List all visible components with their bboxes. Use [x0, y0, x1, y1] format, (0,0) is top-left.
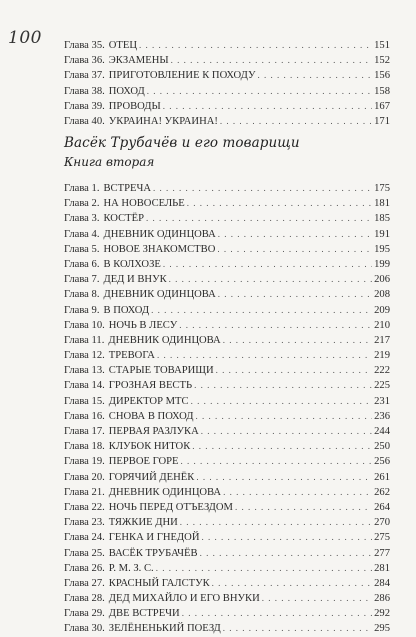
chapter-page: 171 [374, 115, 390, 127]
chapter-page: 270 [374, 517, 390, 529]
chapter-title: ДЕД И ВНУК [103, 274, 167, 286]
dot-leader [194, 378, 372, 393]
chapter-number: Глава 6. [64, 258, 100, 270]
chapter-number: Глава 9. [64, 304, 100, 316]
chapter-page: 208 [374, 289, 390, 301]
chapter-title: ГРОЗНАЯ ВЕСТЬ [108, 380, 193, 392]
page-number: 100 [8, 28, 42, 48]
toc-entry [64, 363, 390, 378]
toc-entry [64, 485, 390, 500]
chapter-number: Глава 38. [64, 85, 105, 97]
toc-entry [64, 38, 390, 53]
chapter-number: Глава 8. [64, 289, 100, 301]
chapter-page: 167 [374, 100, 390, 112]
chapter-page: 244 [374, 426, 390, 437]
chapter-number: Глава 19. [64, 456, 105, 468]
toc-entry [64, 333, 390, 348]
chapter-title: В ПОХОД [103, 304, 150, 316]
chapter-number: Глава 36. [64, 55, 105, 67]
chapter-title: УКРАИНА! УКРАИНА! [108, 115, 218, 127]
chapter-page: 158 [374, 85, 390, 97]
chapter-number: Глава 5. [64, 243, 100, 255]
chapter-title: ПЕРВАЯ РАЗЛУКА [108, 426, 199, 437]
chapter-title: ЭКЗАМЕНЫ [108, 55, 169, 67]
dot-leader [192, 439, 372, 454]
dot-leader [169, 272, 372, 287]
toc-entry [64, 272, 390, 287]
chapter-page: 219 [374, 350, 390, 362]
chapter-number: Глава 35. [64, 40, 105, 51]
chapter-number: Глава 1. [64, 183, 100, 194]
toc-entry [64, 348, 390, 363]
chapter-page: 152 [374, 55, 390, 67]
chapter-page: 286 [374, 593, 390, 605]
chapter-page: 210 [374, 319, 390, 331]
dot-leader [200, 546, 373, 561]
section-subtitle: Книга вторая [64, 155, 155, 169]
chapter-title: ЗЕЛЁНЕНЬКИЙ ПОЕЗД [108, 623, 221, 635]
chapter-title: СТАРЫЕ ТОВАРИЩИ [108, 365, 214, 377]
chapter-page: 275 [374, 532, 390, 544]
chapter-number: Глава 17. [64, 426, 105, 437]
chapter-page: 281 [374, 562, 390, 574]
toc-entry [64, 257, 390, 272]
dot-leader [196, 409, 373, 424]
toc-entry [64, 500, 390, 515]
chapter-title: ТЯЖКИЕ ДНИ [108, 517, 178, 529]
toc-list-part1 [64, 38, 390, 129]
chapter-title: ДЕД МИХАЙЛО И ЕГО ВНУКИ [108, 593, 260, 605]
chapter-number: Глава 18. [64, 441, 105, 453]
dot-leader [216, 363, 373, 378]
chapter-page: 191 [374, 228, 390, 240]
dot-leader [217, 242, 372, 257]
chapter-number: Глава 16. [64, 410, 105, 422]
chapter-page: 256 [374, 456, 390, 468]
chapter-title: НА НОВОСЕЛЬЕ [103, 198, 185, 210]
chapter-title: ДНЕВНИК ОДИНЦОВА [108, 486, 222, 498]
chapter-title: ВСТРЕЧА [103, 183, 151, 194]
dot-leader [179, 318, 372, 333]
toc-entry [64, 424, 390, 439]
dot-leader [157, 348, 372, 363]
chapter-page: 295 [374, 623, 390, 635]
toc-entry [64, 439, 390, 454]
toc-entry [64, 454, 390, 469]
toc-entry [64, 409, 390, 424]
chapter-number: Глава 29. [64, 608, 105, 620]
chapter-page: 175 [374, 183, 390, 194]
dot-leader [147, 84, 372, 99]
dot-leader [223, 485, 372, 500]
toc-entry [64, 378, 390, 393]
dot-leader [220, 114, 372, 129]
toc-entry [64, 303, 390, 318]
chapter-number: Глава 28. [64, 593, 105, 605]
chapter-title: НОЧЬ ПЕРЕД ОТЪЕЗДОМ [108, 501, 233, 513]
dot-leader [201, 424, 372, 439]
chapter-page: 292 [374, 608, 390, 620]
chapter-page: 250 [374, 441, 390, 453]
chapter-page: 195 [374, 243, 390, 255]
toc-entry [64, 99, 390, 114]
toc-entry [64, 515, 390, 530]
toc-entry [64, 227, 390, 242]
toc-entry [64, 561, 390, 576]
toc-entry [64, 53, 390, 68]
chapter-page: 217 [374, 334, 390, 346]
dot-leader [187, 196, 372, 211]
chapter-title: ДНЕВНИК ОДИНЦОВА [103, 289, 216, 301]
dot-leader [153, 181, 372, 196]
chapter-title: ПРИГОТОВЛЕНИЕ К ПОХОДУ [108, 70, 256, 82]
chapter-number: Глава 15. [64, 395, 105, 407]
chapter-page: 264 [374, 501, 390, 513]
toc-entry [64, 211, 390, 226]
dot-leader [156, 561, 372, 576]
toc-entry [64, 84, 390, 99]
chapter-number: Глава 22. [64, 501, 105, 513]
dot-leader [257, 68, 372, 83]
dot-leader [223, 333, 372, 348]
chapter-number: Глава 3. [64, 213, 100, 225]
chapter-title: ДНЕВНИК ОДИНЦОВА [103, 228, 216, 240]
toc-entry [64, 621, 390, 636]
chapter-page: 206 [374, 274, 390, 286]
dot-leader [171, 53, 373, 68]
chapter-number: Глава 24. [64, 532, 105, 544]
chapter-page: 181 [374, 198, 390, 210]
chapter-title: НОЧЬ В ЛЕСУ [108, 319, 178, 331]
chapter-number: Глава 7. [64, 274, 100, 286]
toc-entry [64, 114, 390, 129]
dot-leader [151, 303, 372, 318]
toc-entry [64, 242, 390, 257]
toc-entry [64, 196, 390, 211]
toc-entry [64, 287, 390, 302]
chapter-page: 236 [374, 410, 390, 422]
chapter-page: 199 [374, 258, 390, 270]
chapter-number: Глава 39. [64, 100, 105, 112]
chapter-number: Глава 14. [64, 380, 105, 392]
dot-leader [218, 227, 372, 242]
chapter-number: Глава 26. [64, 562, 105, 574]
toc-list-part2 [64, 181, 390, 637]
chapter-title: КЛУБОК НИТОК [108, 441, 191, 453]
chapter-number: Глава 30. [64, 623, 105, 635]
chapter-number: Глава 37. [64, 70, 105, 82]
chapter-number: Глава 13. [64, 365, 105, 377]
dot-leader [180, 515, 372, 530]
toc-entry [64, 181, 390, 196]
toc-entry [64, 318, 390, 333]
chapter-page: 185 [374, 213, 390, 225]
chapter-page: 261 [374, 471, 390, 483]
chapter-number: Глава 27. [64, 577, 105, 589]
chapter-title: КРАСНЫЙ ГАЛСТУК [108, 577, 210, 589]
dot-leader [235, 500, 372, 515]
chapter-number: Глава 4. [64, 228, 100, 240]
chapter-title: ОТЕЦ [108, 40, 138, 51]
dot-leader [182, 606, 372, 621]
chapter-page: 225 [374, 380, 390, 392]
dot-leader [196, 470, 372, 485]
chapter-title: ВАСЁК ТРУБАЧЁВ [108, 547, 198, 559]
chapter-title: ДНЕВНИК ОДИНЦОВА [108, 334, 221, 346]
chapter-number: Глава 25. [64, 547, 105, 559]
section-title: Васёк Трубачёв и его товарищи [64, 135, 300, 151]
chapter-page: 262 [374, 486, 390, 498]
chapter-number: Глава 11. [64, 334, 105, 346]
chapter-page: 284 [374, 577, 390, 589]
toc-entry [64, 546, 390, 561]
chapter-page: 231 [374, 395, 390, 407]
chapter-number: Глава 21. [64, 486, 105, 498]
dot-leader [201, 530, 372, 545]
dot-leader [191, 394, 373, 409]
chapter-title: СНОВА В ПОХОД [108, 410, 194, 422]
chapter-title: ГЕНКА И ГНЕДОЙ [108, 532, 200, 544]
chapter-title: ПРОВОДЫ [108, 100, 161, 112]
chapter-title: ПОХОД [108, 85, 145, 97]
chapter-page: 209 [374, 304, 390, 316]
chapter-page: 277 [374, 547, 390, 559]
chapter-title: ДВЕ ВСТРЕЧИ [108, 608, 180, 620]
chapter-number: Глава 40. [64, 115, 105, 127]
chapter-number: Глава 12. [64, 350, 105, 362]
chapter-page: 222 [374, 365, 390, 377]
chapter-page: 156 [374, 70, 390, 82]
chapter-title: КОСТЁР [103, 213, 144, 225]
dot-leader [181, 454, 373, 469]
toc-entry [64, 606, 390, 621]
chapter-title: Р. М. З. С. [108, 562, 154, 574]
dot-leader [223, 621, 372, 636]
chapter-title: ПЕРВОЕ ГОРЕ [108, 456, 179, 468]
toc-entry [64, 591, 390, 606]
chapter-number: Глава 20. [64, 471, 105, 483]
dot-leader [146, 211, 372, 226]
dot-leader [163, 257, 372, 272]
chapter-title: ТРЕВОГА [108, 350, 155, 362]
chapter-number: Глава 10. [64, 319, 105, 331]
chapter-title: В КОЛХОЗЕ [103, 258, 161, 270]
chapter-title: НОВОЕ ЗНАКОМСТВО [103, 243, 216, 255]
dot-leader [262, 591, 372, 606]
chapter-number: Глава 23. [64, 517, 105, 529]
chapter-title: ДИРЕКТОР МТС [108, 395, 189, 407]
chapter-page: 151 [374, 40, 390, 51]
chapter-title: ГОРЯЧИЙ ДЕНЁК [108, 471, 195, 483]
toc-entry [64, 394, 390, 409]
toc-entry [64, 530, 390, 545]
toc-entry [64, 470, 390, 485]
dot-leader [218, 287, 372, 302]
chapter-number: Глава 2. [64, 198, 100, 210]
toc-entry [64, 68, 390, 83]
dot-leader [139, 38, 372, 53]
dot-leader [163, 99, 372, 114]
